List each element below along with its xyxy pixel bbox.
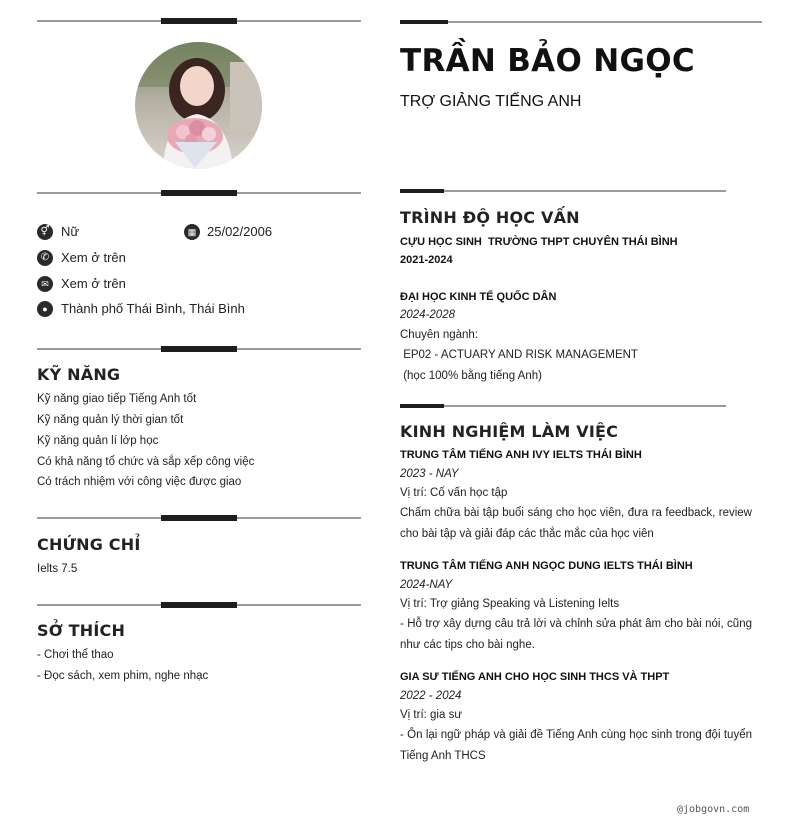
calendar-icon: ▦	[184, 224, 200, 240]
education-years-2: 2024-2028	[400, 309, 455, 321]
divider-education	[400, 190, 726, 192]
job-company: TRUNG TÂM TIẾNG ANH NGỌC DUNG IELTS THÁI BÌNH	[400, 560, 693, 572]
job-description: - Ôn lại ngữ pháp và giải đề Tiếng Anh cùng học sinh trong đội tuyển Tiếng Anh THCS	[400, 729, 752, 762]
skill-item: Có trách nhiệm với công việc được giao	[37, 476, 242, 488]
section-title-skills: KỸ NĂNG	[37, 365, 121, 384]
candidate-name: TRẦN BẢO NGỌC	[400, 43, 695, 79]
divider-top-left	[37, 20, 361, 22]
info-email: Xem ở trên	[61, 276, 126, 291]
job-company: TRUNG TÂM TIẾNG ANH IVY IELTS THÁI BÌNH	[400, 449, 642, 461]
job-position: Vị trí: Cố vấn học tập	[400, 487, 508, 499]
email-icon: ✉	[37, 276, 53, 292]
avatar	[135, 42, 262, 169]
info-address: Thành phố Thái Bình, Thái Bình	[61, 301, 245, 316]
info-gender: Nữ	[61, 224, 80, 239]
hobby-item: - Chơi thể thao	[37, 649, 114, 661]
section-title-certificates: CHỨNG CHỈ	[37, 535, 141, 554]
skill-item: Kỹ năng quản lý thời gian tốt	[37, 414, 184, 426]
education-major: EP02 - ACTUARY AND RISK MANAGEMENT	[400, 349, 638, 361]
phone-icon: ✆	[37, 250, 53, 266]
skill-item: Kỹ năng giao tiếp Tiếng Anh tốt	[37, 393, 197, 405]
job-period: 2024-NAY	[400, 579, 453, 591]
gender-icon: ⚥	[37, 224, 53, 240]
hobby-item: - Đọc sách, xem phim, nghe nhạc	[37, 670, 209, 682]
education-years-1: 2021-2024	[400, 254, 453, 266]
job-company: GIA SƯ TIẾNG ANH CHO HỌC SINH THCS VÀ THPT	[400, 671, 670, 683]
education-school-2: ĐẠI HỌC KINH TẾ QUỐC DÂN	[400, 291, 557, 303]
divider-hobbies	[37, 604, 361, 606]
section-title-hobbies: SỞ THÍCH	[37, 621, 126, 640]
education-major-note: (học 100% bằng tiếng Anh)	[400, 370, 542, 382]
info-birthdate: 25/02/2006	[207, 224, 273, 239]
section-title-experience: KINH NGHIỆM LÀM VIỆC	[400, 422, 619, 441]
job-period: 2022 - 2024	[400, 690, 462, 702]
section-title-education: TRÌNH ĐỘ HỌC VẤN	[400, 208, 580, 227]
job-description: Chấm chữa bài tập buổi sáng cho học viên, đưa ra feedback, review cho bài tập và giải đáp các thắc mắc của học viên	[400, 507, 752, 540]
education-major-label: Chuyên ngành:	[400, 329, 479, 341]
skill-item: Có khả năng tổ chức và sắp xếp công việc	[37, 456, 255, 468]
divider-info	[37, 192, 361, 194]
divider-experience	[400, 405, 726, 407]
candidate-role: TRỢ GIẢNG TIẾNG ANH	[400, 93, 582, 110]
job-position: Vị trí: Trợ giảng Speaking và Listening Ielts	[400, 598, 620, 610]
divider-certificates	[37, 517, 361, 519]
divider-skills	[37, 348, 361, 350]
watermark: @jobgovn.com	[677, 804, 750, 815]
job-period: 2023 - NAY	[400, 468, 459, 480]
job-description: - Hỗ trợ xây dựng câu trả lời và chỉnh sửa phát âm cho bài nói, cũng như các tips cho bài nghe.	[400, 618, 752, 651]
skill-item: Kỹ năng quản lí lớp học	[37, 435, 159, 447]
education-school-1: CỰU HỌC SINH TRƯỜNG THPT CHUYÊN THÁI BÌNH	[400, 236, 678, 248]
divider-top-right	[400, 21, 762, 23]
info-phone: Xem ở trên	[61, 250, 126, 265]
certificate-item: Ielts 7.5	[37, 563, 78, 575]
location-icon: ●	[37, 301, 53, 317]
job-position: Vị trí: gia sư	[400, 709, 463, 721]
